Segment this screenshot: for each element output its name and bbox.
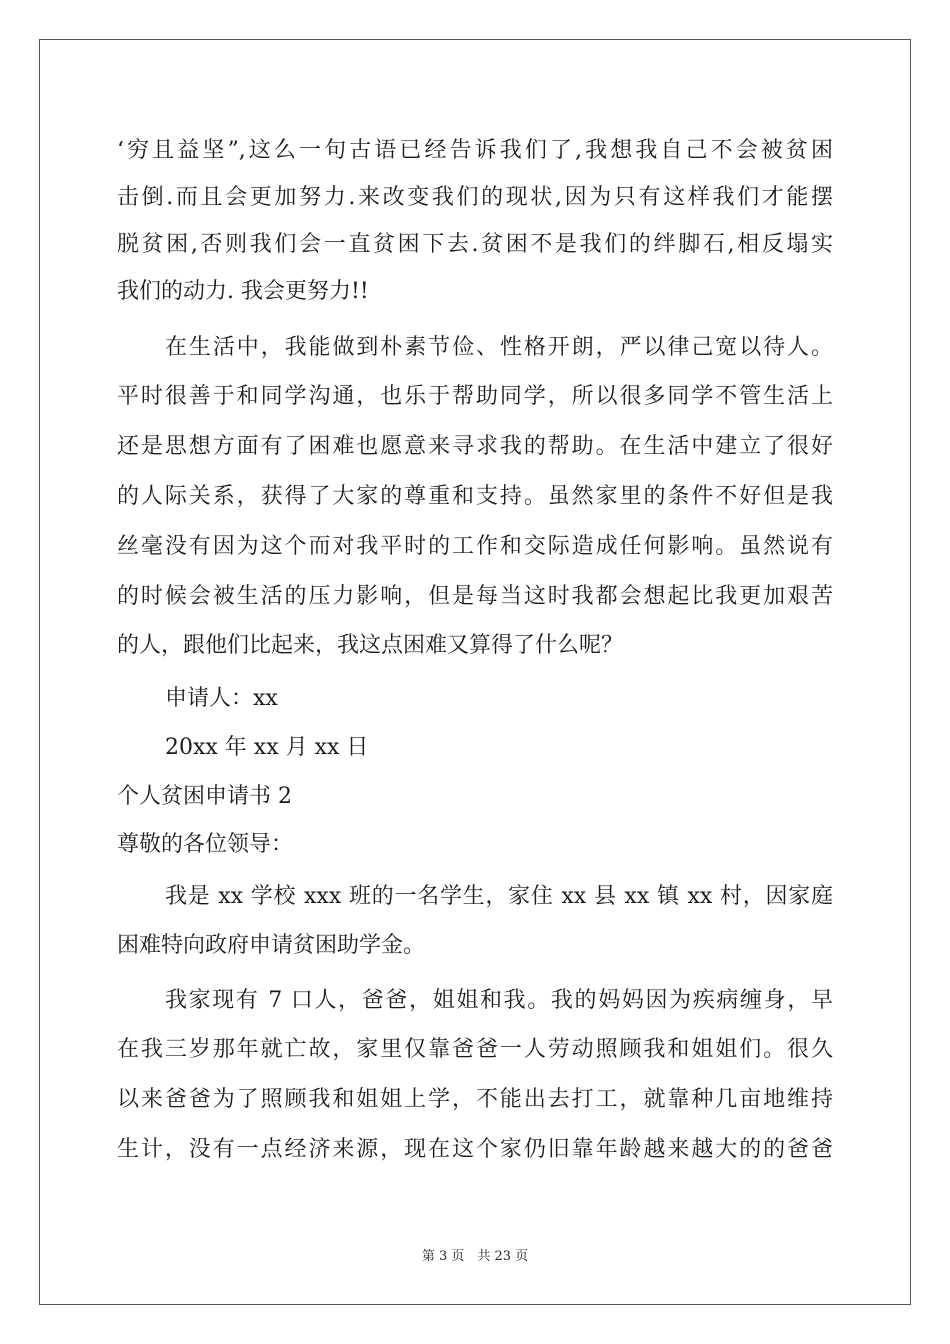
text-line: 生计，没有一点经济来源，现在这个家仍旧靠年龄越来越大的的爸爸 <box>117 1137 833 1162</box>
text-line: 还是思想方面有了困难也愿意来寻求我的帮助。在生活中建立了很好 <box>117 434 833 459</box>
text-line: 在生活中，我能做到朴素节俭、性格开朗，严以律己宽以待人。 <box>165 335 833 360</box>
text-line: 丝毫没有因为这个而对我平时的工作和交际造成任何影响。虽然说有 <box>117 534 833 559</box>
text-line: 的人，跟他们比起来，我这点困难又算得了什么呢？ <box>117 633 624 658</box>
text-line: 我们的动力. 我会更努力!! <box>117 279 369 304</box>
text-line: 平时很善于和同学沟通，也乐于帮助同学，所以很多同学不管生活上 <box>117 384 833 409</box>
section-title: 个人贫困申请书 2 <box>117 784 292 809</box>
text-line: ‘穷且益坚”,这么一句古语已经告诉我们了,我想我自己不会被贫困 <box>117 138 833 163</box>
applicant-line: 申请人：xx <box>165 686 278 711</box>
text-line: 我家现有 7 口人，爸爸，姐姐和我。我的妈妈因为疾病缠身，早 <box>165 988 833 1013</box>
page-number: 第 3 页 共 23 页 <box>421 1249 529 1264</box>
text-line: 困难特向政府申请贫困助学金。 <box>117 933 426 958</box>
text-line: 在我三岁那年就亡故，家里仅靠爸爸一人劳动照顾我和姐姐们。很久 <box>117 1037 833 1062</box>
text-line: 的时候会被生活的压力影响，但是每当这时我都会想起比我更加艰苦 <box>117 584 833 609</box>
salutation: 尊敬的各位领导： <box>117 832 294 857</box>
text-line: 的人际关系，获得了大家的尊重和支持。虽然家里的条件不好但是我 <box>117 484 833 509</box>
text-line: 击倒.而且会更加努力.来改变我们的现状,因为只有这样我们才能摆 <box>117 185 833 210</box>
text-line: 我是 xx 学校 xxx 班的一名学生，家住 xx 县 xx 镇 xx 村，因家庭 <box>165 884 833 909</box>
text-line: 脱贫困,否则我们会一直贫困下去.贫困不是我们的绊脚石,相反塌实 <box>117 232 833 257</box>
text-line: 以来爸爸为了照顾我和姐姐上学，不能出去打工，就靠种几亩地维持 <box>117 1087 833 1112</box>
date-line: 20xx 年 xx 月 xx 日 <box>165 735 369 760</box>
